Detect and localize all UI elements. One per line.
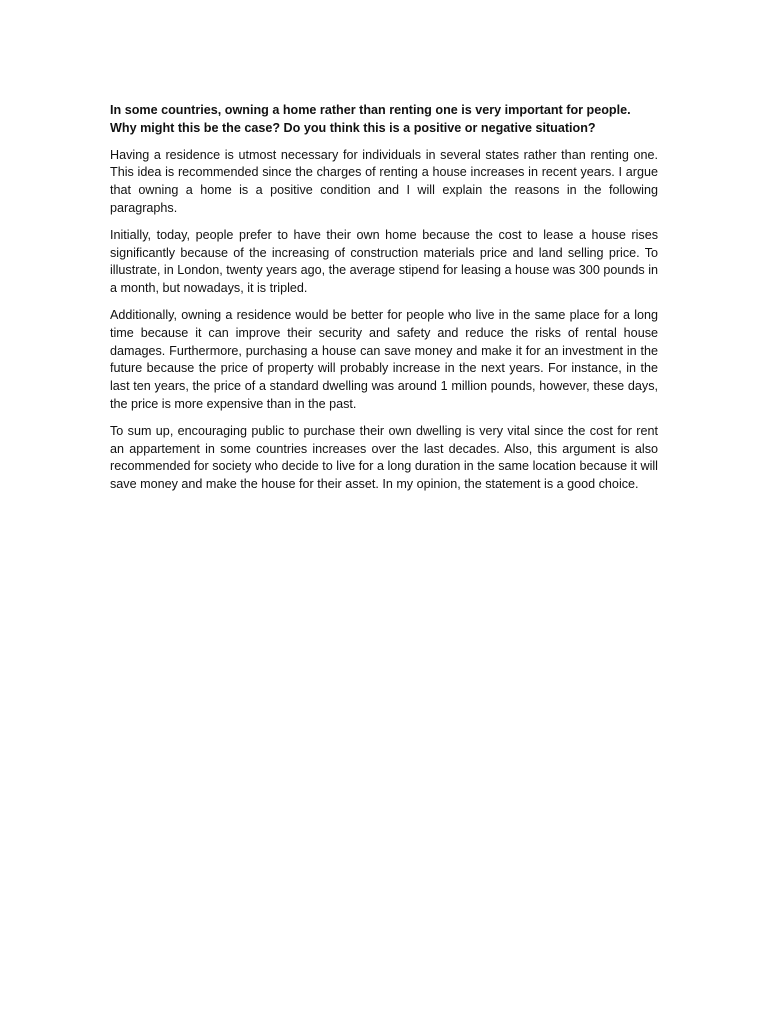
paragraph-body-2: Additionally, owning a residence would be better for people who live in the same place for a long time because it can improve their security and safety and reduce the risks of rental house damages. Furthermore, purchasing a house can save money and make it for an investment in the future because the price of property will probably increase in the next years. For instance, in the last ten years, the price of a standard dwelling was around 1 million pounds, however, these days, the price is more expensive than in the past.	[110, 307, 658, 411]
paragraph-conclusion: To sum up, encouraging public to purchase their own dwelling is very vital since the cost for rent an appartement in some countries increases over the last decades. Also, this argument is also recommended for society who decide to live for a long duration in the same location because it will save money and make the house for their asset. In my opinion, the statement is a good choice.	[110, 423, 658, 492]
document-page	[110, 102, 658, 503]
essay-question: In some countries, owning a home rather than renting one is very important for people. Why might this be the case? Do you think this is a positive or negative situation?	[110, 103, 631, 135]
paragraph-introduction: Having a residence is utmost necessary for individuals in several states rather than renting one. This idea is recommended since the charges of renting a house increases in recent years. I argue that owning a home is a positive condition and I will explain the reasons in the following paragraphs.	[110, 147, 658, 215]
paragraph-body-1: Initially, today, people prefer to have their own home because the cost to lease a house rises significantly because of the increasing of construction materials price and land selling price. To illustrate, in London, twenty years ago, the average stipend for leasing a house was 300 pounds in a month, but nowadays, it is tripled.	[110, 227, 658, 296]
